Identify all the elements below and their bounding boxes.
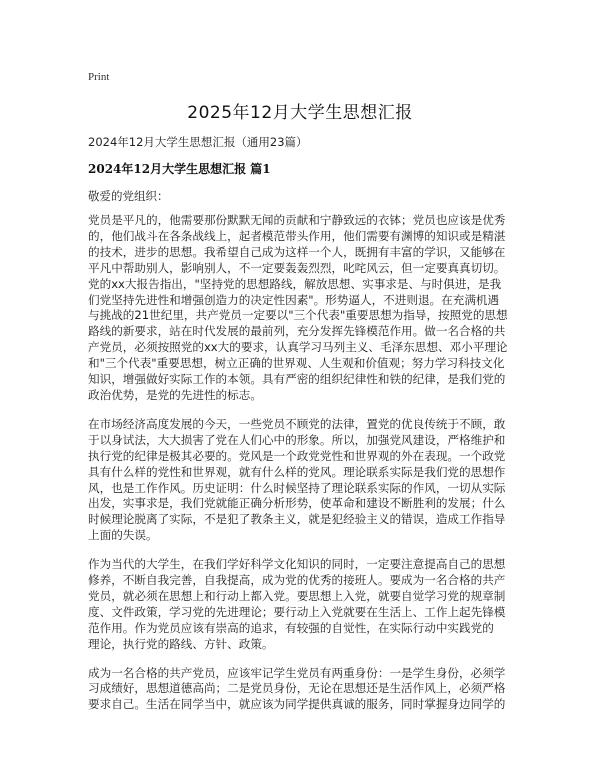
print-link[interactable]: Print — [88, 71, 110, 83]
document-subtitle: 2024年12月大学生思想汇报（通用23篇） — [88, 135, 308, 149]
paragraph: 党员是平凡的，他需要那份默默无闻的贡献和宁静致远的衣钵；党员也应该是优秀 的，他们战斗在各条战线上，起者模范带头作用，他们需要有渊博的知识或是精湛 的技术，进步的思想。我希望自己成为这样一个人，既拥有丰富的学识，又能够在 平凡中帮助别人，影响别人，不一定要轰轰烈烈，叱咤风云，但一定要真真切切。 党的xx大报告指出，"坚持党的思想路线，解放思想、实事求是、与时俱进，是我 们党坚持先进性和增强创造力的决定性因素"。形势逼人，不进则退。在充满机遇 与挑战的21世纪里，共产党员一定要以"三个代表"重要思想为指导，按照党的思想 路线的新要求，站在时代发展的最前列，充分发挥先锋模范作用。做一名合格的共 产党员，必须按照党的xx大的要求，认真学习马列主义、毛泽东思想、邓小平理论 和"三个代表"重要思想，树立正确的世界观、人生观和价值观；努力学习科技文化 知识，增强做好实际工作的本领。具有严密的组织纪律性和铁的纪律，是我们党的 政治优势，是党的先进性的标志。 — [88, 213, 508, 402]
page-title: 2025年12月大学生思想汇报 — [187, 103, 413, 123]
article-body — [88, 213, 520, 726]
paragraph: 成为一名合格的共产党员，应该牢记学生党员有两重身份：一是学生身份，必须学 习成绩好，思想道德高尚；二是党员身份，无论在思想还是生活作风上，必须严格 要求自己。生活在同学当中，就应该为同学提供真诚的服务，同时掌握身边同学的 — [88, 665, 506, 712]
paragraph: 在市场经济高度发展的今天，一些党员不顾党的法律，置党的优良传统于不顾，敢 于以身试法，大大损害了党在人们心中的形象。所以，加强党风建设，严格维护和 执行党的纪律是极其必要的。党风是一个政党党性和世界观的外在表现。一个政党 具有什么样的党性和世界观，就有什么样的党风。理论联系实际是我们党的思想作 风，也是工作作风。历史证明：什么时候坚持了理论联系实际的作风，一切从实际 出发，实事求是，我们党就能正确分析形势，使革命和建设不断胜利的发展；什么 时候理论脱离了实际，不是犯了教条主义，就是犯经验主义的错误，造成工作指导 上面的失误。 — [88, 416, 506, 543]
article-heading: 2024年12月大学生思想汇报 篇1 — [88, 162, 271, 176]
salutation: 敬爱的党组织： — [88, 189, 169, 203]
paragraph: 作为当代的大学生，在我们学好科学文化知识的同时，一定要注意提高自己的思想 修养，不断自我完善，自我提高，成为党的优秀的接班人。要成为一名合格的共产 党员，就必须在思想上和行动上都入党。要思想上入党，就要自觉学习党的规章制 度、文件政策，学习党的先进理论；要行动上入党就要在生活上、工作上起先锋模 范作用。作为党员应该有崇高的追求，有较强的自觉性，在实际行动中实践党的 理论，执行党的路线、方针、政策。 — [88, 557, 506, 651]
